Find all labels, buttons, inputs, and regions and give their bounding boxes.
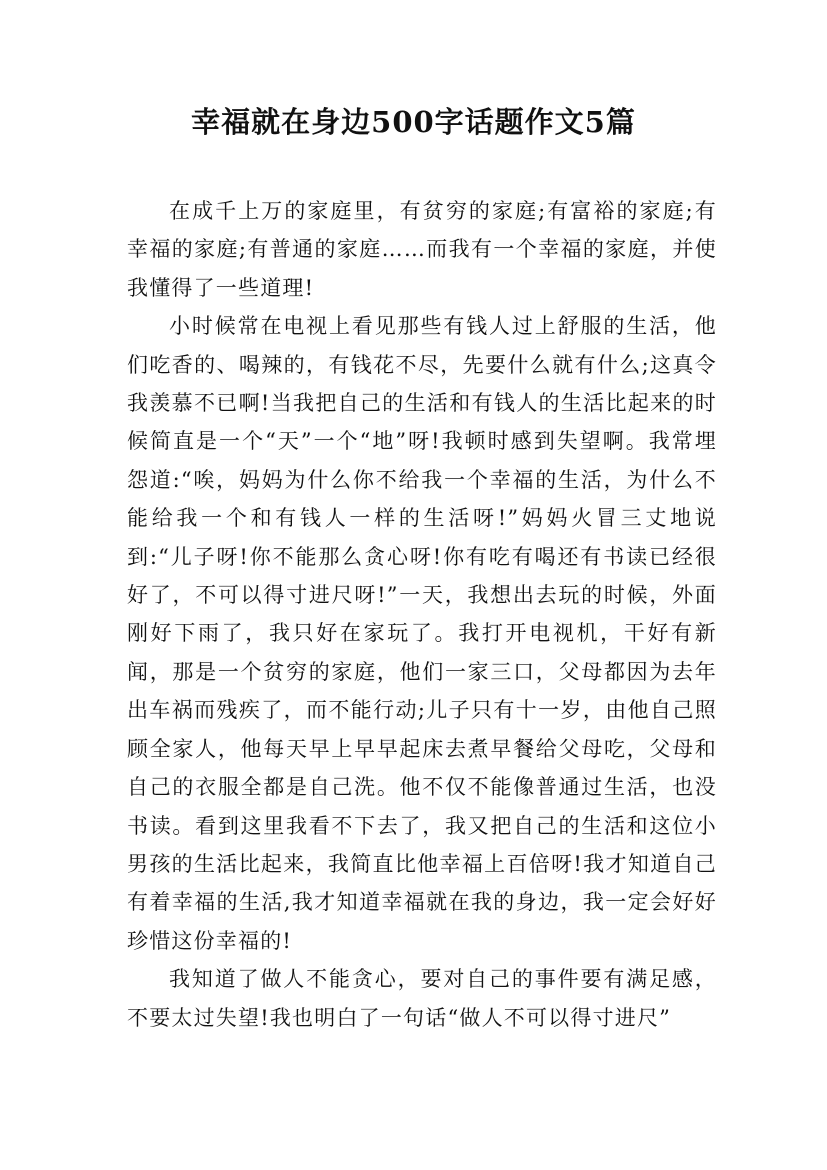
document-body: [127, 192, 717, 1037]
paragraph-1: 在成千上万的家庭里，有贫穷的家庭;有富裕的家庭;有幸福的家庭;有普通的家庭……而我有一个幸福的家庭，并使我懂得了一些道理!: [127, 199, 717, 300]
document-title: 幸福就在身边500字话题作文5篇: [191, 105, 636, 139]
paragraph-2: 小时候常在电视上看见那些有钱人过上舒服的生活，他们吃香的、喝辣的，有钱花不尽，先要什么就有什么;这真令我羡慕不已啊!当我把自己的生活和有钱人的生活比起来的时候简直是一个“天”一个“地”呀!我顿时感到失望啊。我常埋怨道:“唉，妈妈为什么你不给我一个幸福的生活，为什么不能给我一个和有钱人一样的生活呀!”妈妈火冒三丈地说到:“儿子呀!你不能那么贪心呀!你有吃有喝还有书读已经很好了，不可以得寸进尺呀!”一天，我想出去玩的时候，外面刚好下雨了，我只好在家玩了。我打开电视机，干好有新闻，那是一个贫穷的家庭，他们一家三口，父母都因为去年出车祸而残疾了，而不能行动;儿子只有十一岁，由他自己照顾全家人，他每天早上早早起床去煮早餐给父母吃，父母和自己的衣服全都是自己洗。他不仅不能像普通过生活，也没书读。看到这里我看不下去了，我又把自己的生活和这位小男孩的生活比起来，我简直比他幸福上百倍呀!我才知道自己有着幸福的生活,我才知道幸福就在我的身边，我一定会好好珍惜这份幸福的!: [127, 314, 717, 953]
paragraph-3: 我知道了做人不能贪心，要对自己的事件要有满足感，不要太过失望!我也明白了一句话“做人不可以得寸进尺”: [127, 967, 717, 1030]
